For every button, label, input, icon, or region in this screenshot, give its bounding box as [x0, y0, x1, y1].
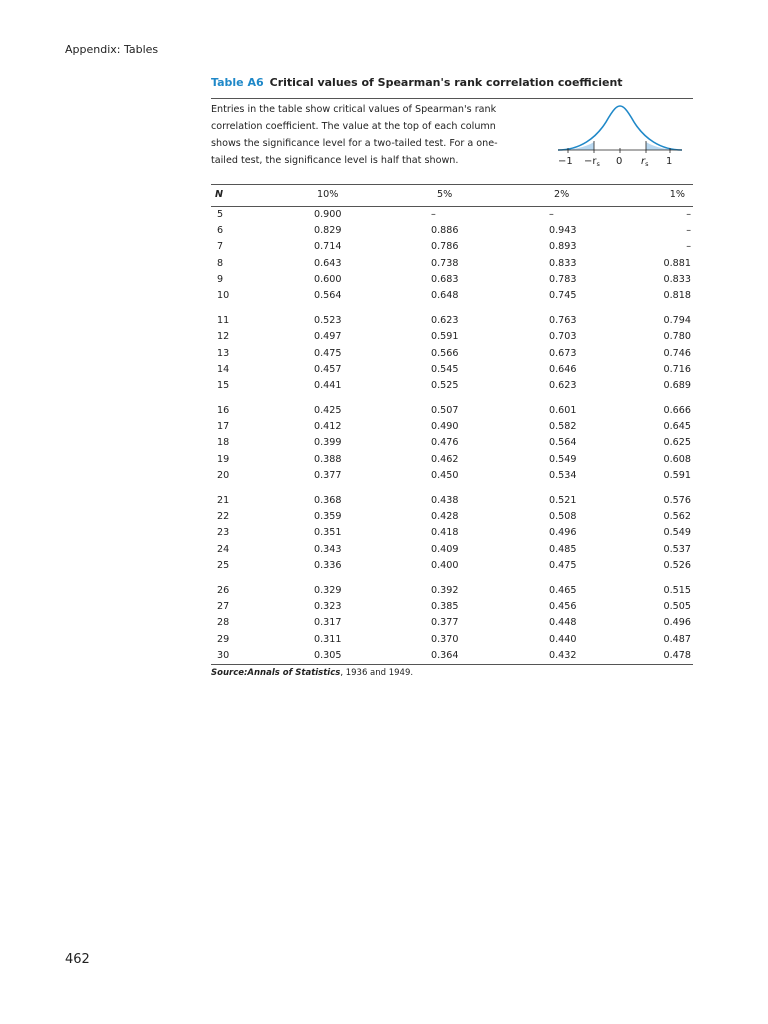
table-cell: – — [686, 225, 691, 237]
table-cell: 0.515 — [663, 584, 691, 596]
table-cell: 0.549 — [549, 453, 577, 465]
table-cell: 0.576 — [663, 495, 691, 506]
table-cell: 16 — [217, 405, 230, 417]
table-cell: 0.392 — [431, 584, 459, 596]
table-cell: 0.738 — [431, 257, 459, 269]
table-cell: 24 — [217, 543, 230, 555]
table-cell: 11 — [217, 315, 230, 327]
table-cell: – — [431, 209, 436, 220]
left-tail-shade — [558, 142, 594, 150]
table-cell: 27 — [217, 601, 230, 613]
table-cell: 0.786 — [431, 241, 459, 253]
table-cell: 0.377 — [431, 617, 459, 629]
table-cell: 0.508 — [549, 511, 577, 523]
table-cell: – — [686, 241, 691, 253]
col-header-2: 2% — [554, 189, 570, 200]
table-cell: 0.564 — [549, 437, 577, 449]
table-cell: 0.683 — [431, 273, 459, 285]
table-cell: 0.582 — [549, 421, 577, 433]
table-label: Table A6 — [211, 76, 264, 89]
table-cell: 0.485 — [549, 543, 577, 555]
table-cell: 0.370 — [431, 633, 459, 645]
table-cell: 12 — [217, 331, 230, 343]
table-cell: 0.833 — [549, 257, 577, 269]
table-cell: 25 — [217, 559, 230, 571]
table-cell: 0.666 — [663, 405, 691, 417]
table-row — [211, 649, 693, 665]
table-cell: 29 — [217, 633, 230, 645]
table-cell: 0.794 — [663, 315, 691, 327]
table-description: Entries in the table show critical values of Spearman's rank correlation coefficient. The value at the top of each column shows the significance level for a two-tailed test. For a one-tailed test, the significance level is half that shown. — [211, 104, 498, 166]
table-cell: 0.893 — [549, 241, 577, 253]
table-cell: 0.564 — [314, 289, 342, 301]
table-cell: 15 — [217, 379, 230, 391]
table-row — [211, 289, 693, 305]
table-cell: 0.388 — [314, 453, 342, 465]
table-cell: 0.648 — [431, 289, 459, 301]
table-row — [211, 363, 693, 379]
table-cell: 21 — [217, 495, 230, 506]
table-cell: 0.496 — [663, 617, 691, 629]
table-cell: 0.745 — [549, 289, 577, 301]
table-cell: 23 — [217, 527, 230, 539]
table-cell: 0.703 — [549, 331, 577, 343]
table-cell: 0.689 — [663, 379, 691, 391]
col-header-1: 1% — [669, 189, 685, 200]
table-row — [211, 240, 693, 256]
table-cell: 0.600 — [314, 273, 342, 285]
table-cell: 0.441 — [314, 379, 342, 391]
table-cell: 0.526 — [663, 559, 691, 571]
table-cell: 0.311 — [314, 633, 342, 645]
table-cell: 0.377 — [314, 469, 342, 481]
minus-r-subscript: s — [596, 160, 600, 168]
table-cell: 18 — [217, 437, 230, 449]
table-row — [211, 543, 693, 559]
table-cell: 5 — [217, 209, 224, 220]
table-cell: 0.456 — [549, 601, 577, 613]
table-bottom-rule — [211, 664, 693, 665]
table-cell: 0.438 — [431, 495, 459, 506]
table-cell: 0.591 — [431, 331, 459, 343]
table-row — [211, 208, 693, 224]
table-cell: 26 — [217, 584, 230, 596]
bell-curve — [558, 106, 682, 150]
axis-label-one: 1 — [666, 156, 673, 167]
normal-curve-figure — [550, 98, 690, 170]
source-rest: , 1936 and 1949. — [340, 668, 414, 678]
table-row — [211, 616, 693, 632]
table-cell: 0.833 — [663, 273, 691, 285]
row-group — [211, 314, 693, 395]
table-row — [211, 379, 693, 395]
table-cell: 0.673 — [549, 347, 577, 359]
table-row — [211, 453, 693, 469]
table-row — [211, 224, 693, 240]
table-cell: 22 — [217, 511, 230, 523]
table-cell: 0.496 — [549, 527, 577, 539]
table-cell: 17 — [217, 421, 230, 433]
table-cell: 0.608 — [663, 453, 691, 465]
table-cell: 0.763 — [549, 315, 577, 327]
table-cell: 0.507 — [431, 405, 459, 417]
table-cell: 0.623 — [431, 315, 459, 327]
table-cell: 0.881 — [663, 257, 691, 269]
table-cell: 0.625 — [663, 437, 691, 449]
table-cell: 0.432 — [549, 649, 577, 661]
table-cell: – — [549, 209, 554, 220]
table-cell: 0.566 — [431, 347, 459, 359]
right-tail-shade — [646, 142, 682, 150]
table-cell: 0.412 — [314, 421, 342, 433]
table-cell: 0.317 — [314, 617, 342, 629]
table-cell: 0.716 — [663, 363, 691, 375]
table-cell: 0.646 — [549, 363, 577, 375]
col-header-10: 10% — [317, 189, 339, 200]
table-cell: 0.425 — [314, 405, 342, 417]
table-cell: 0.368 — [314, 495, 342, 506]
table-cell: 28 — [217, 617, 230, 629]
table-cell: 6 — [217, 225, 224, 237]
table-cell: 0.399 — [314, 437, 342, 449]
running-header: Appendix: Tables — [65, 43, 159, 56]
table-cell: 0.385 — [431, 601, 459, 613]
table-cell: 8 — [217, 257, 224, 269]
table-cell: 0.329 — [314, 584, 342, 596]
table-cell: 19 — [217, 453, 230, 465]
row-group — [211, 208, 693, 305]
row-group — [211, 584, 693, 665]
table-cell: 0.428 — [431, 511, 459, 523]
table-cell: 0.545 — [431, 363, 459, 375]
table-row — [211, 510, 693, 526]
table-cell: 0.418 — [431, 527, 459, 539]
table-cell: 0.448 — [549, 617, 577, 629]
table-cell: 0.305 — [314, 649, 342, 661]
table-cell: 0.549 — [663, 527, 691, 539]
row-group — [211, 494, 693, 575]
table-row — [211, 314, 693, 330]
source-note — [211, 668, 413, 678]
table-cell: 0.457 — [314, 363, 342, 375]
table-row — [211, 559, 693, 575]
axis-label-minus-r — [584, 156, 601, 168]
table-cell: 0.562 — [663, 511, 691, 523]
table-row — [211, 330, 693, 346]
table-row — [211, 273, 693, 289]
table-cell: 0.475 — [549, 559, 577, 571]
table-title — [211, 76, 693, 89]
table-cell: 0.478 — [663, 649, 691, 661]
table-cell: 0.900 — [314, 209, 342, 220]
table-cell: 0.409 — [431, 543, 459, 555]
table-cell: 10 — [217, 289, 230, 301]
table-row — [211, 494, 693, 510]
table-row — [211, 420, 693, 436]
table-cell: 20 — [217, 469, 230, 481]
table-title-text: Critical values of Spearman's rank correlation coefficient — [269, 76, 623, 89]
table-row — [211, 257, 693, 273]
table-cell: 0.886 — [431, 225, 459, 237]
table-cell: 0.336 — [314, 559, 342, 571]
table-cell: 0.475 — [314, 347, 342, 359]
table-cell: 0.591 — [663, 469, 691, 481]
table-cell: 0.601 — [549, 405, 577, 417]
table-cell: 0.783 — [549, 273, 577, 285]
table-cell: 0.476 — [431, 437, 459, 449]
table-cell: 0.525 — [431, 379, 459, 391]
table-cell: 0.487 — [663, 633, 691, 645]
table-cell: 0.943 — [549, 225, 577, 237]
page-number: 462 — [65, 952, 90, 967]
table-cell: 0.440 — [549, 633, 577, 645]
table-row — [211, 526, 693, 542]
table-cell: 0.780 — [663, 331, 691, 343]
table-row — [211, 436, 693, 452]
table-cell: 0.400 — [431, 559, 459, 571]
table-cell: 0.364 — [431, 649, 459, 661]
col-header-n: N — [215, 189, 224, 200]
table-cell: 0.523 — [314, 315, 342, 327]
table-cell: 0.462 — [431, 453, 459, 465]
table-cell: 0.505 — [663, 601, 691, 613]
table-row — [211, 404, 693, 420]
table-cell: 0.359 — [314, 511, 342, 523]
header-bottom-rule — [211, 206, 693, 207]
table-cell: 14 — [217, 363, 230, 375]
minus-r-main: −r — [584, 156, 597, 167]
table-row — [211, 469, 693, 485]
table-cell: 0.746 — [663, 347, 691, 359]
table-cell: 0.450 — [431, 469, 459, 481]
table-cell: 0.643 — [314, 257, 342, 269]
table-cell: 0.645 — [663, 421, 691, 433]
table-row — [211, 584, 693, 600]
header-top-rule — [211, 184, 693, 185]
table-cell: 30 — [217, 649, 230, 661]
table-cell: 0.343 — [314, 543, 342, 555]
table-cell: 0.490 — [431, 421, 459, 433]
table-cell: 13 — [217, 347, 230, 359]
table-cell: 0.521 — [549, 495, 577, 506]
table-row — [211, 600, 693, 616]
table-cell: 0.351 — [314, 527, 342, 539]
table-cell: 0.465 — [549, 584, 577, 596]
axis-label-zero: 0 — [616, 156, 623, 167]
table-cell: 0.829 — [314, 225, 342, 237]
table-cell: 7 — [217, 241, 224, 253]
r-main: r — [641, 156, 646, 167]
table-cell: 0.714 — [314, 241, 342, 253]
table-row — [211, 633, 693, 649]
table-cell: 0.623 — [549, 379, 577, 391]
source-label: Source: — [211, 668, 248, 678]
table-header-row — [211, 189, 693, 205]
table-cell: 0.537 — [663, 543, 691, 555]
table-cell: 0.323 — [314, 601, 342, 613]
table-row — [211, 347, 693, 363]
axis-label-minus-one: −1 — [558, 156, 573, 167]
table-cell: 9 — [217, 273, 224, 285]
table-cell: 0.818 — [663, 289, 691, 301]
table-body — [211, 208, 693, 674]
row-group — [211, 404, 693, 485]
r-subscript: s — [645, 160, 649, 168]
source-title: Annals of Statistics — [247, 668, 341, 678]
axis-label-r — [641, 156, 649, 168]
table-cell: – — [686, 209, 691, 220]
table-cell: 0.534 — [549, 469, 577, 481]
table-cell: 0.497 — [314, 331, 342, 343]
col-header-5: 5% — [437, 189, 453, 200]
